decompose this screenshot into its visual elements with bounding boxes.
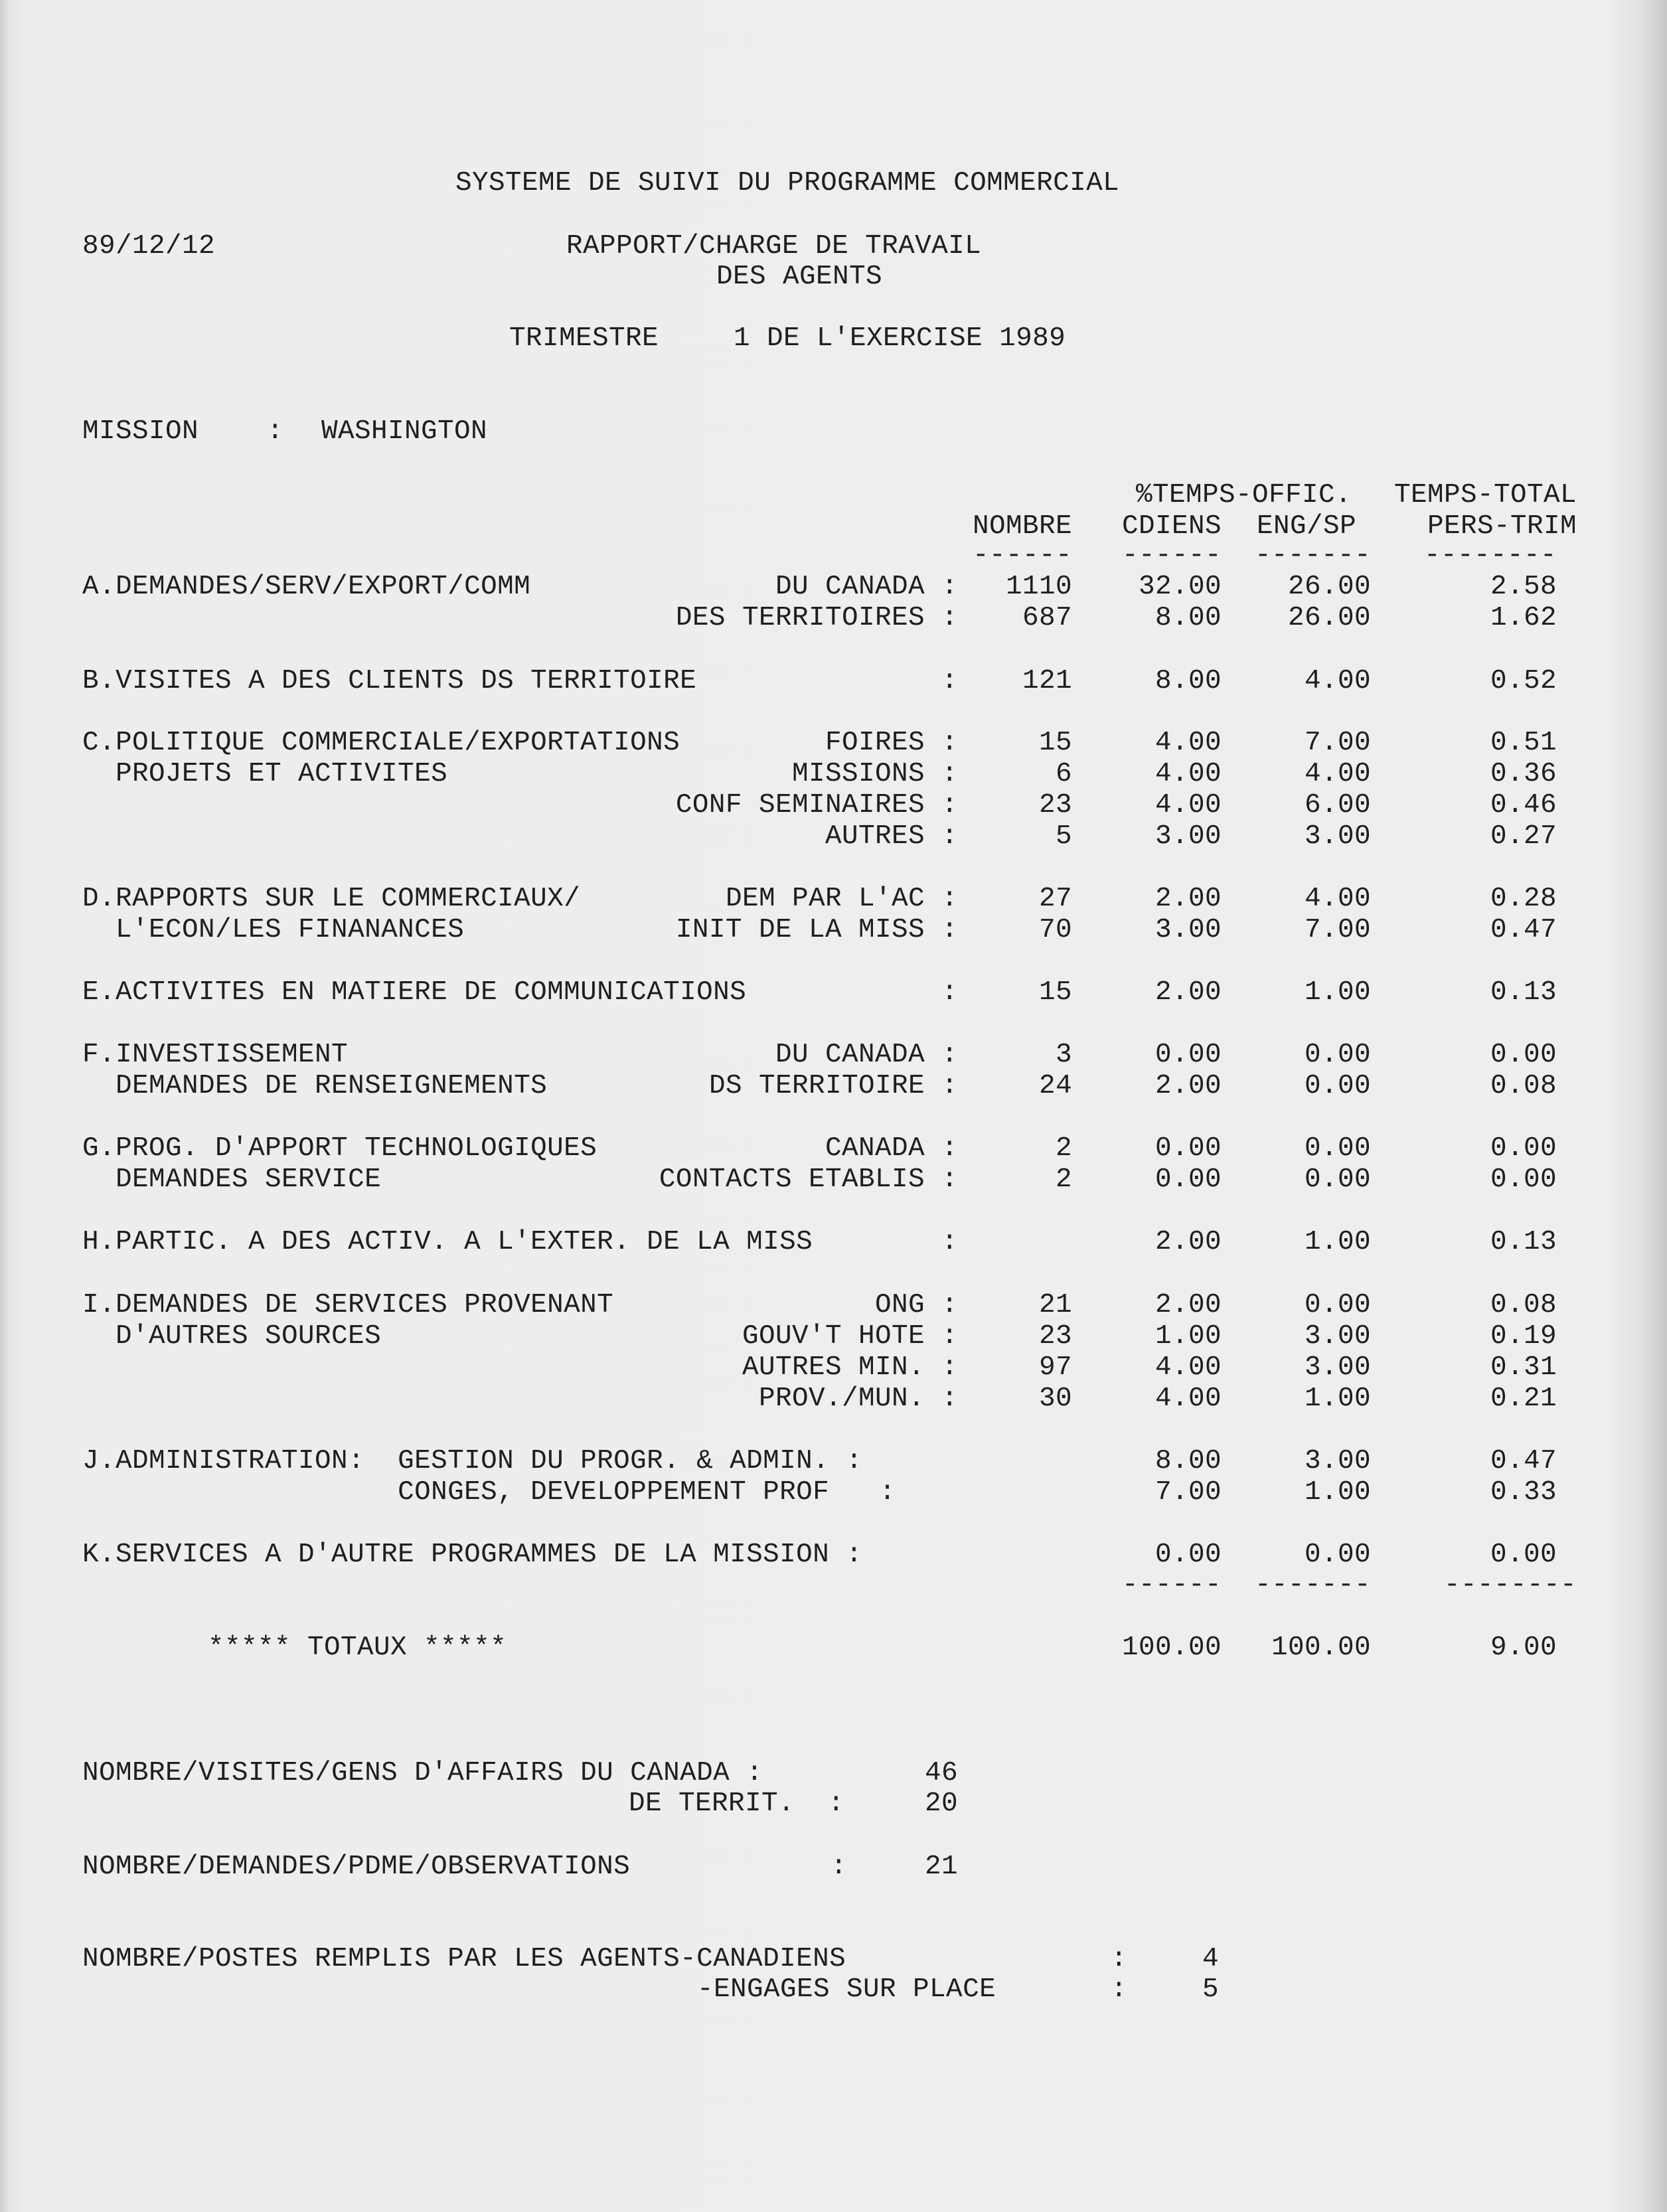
row-label: C.POLITIQUE COMMERCIALE/EXPORTATIONS bbox=[82, 728, 680, 758]
row-engsp: 7.00 bbox=[1304, 728, 1371, 758]
row-label: D.RAPPORTS SUR LE COMMERCIAUX/ bbox=[82, 884, 581, 914]
row-engsp: 0.00 bbox=[1304, 1540, 1371, 1570]
row-nombre: 2 bbox=[1055, 1164, 1072, 1195]
row-pers-trim: 0.08 bbox=[1490, 1071, 1557, 1101]
row-engsp: 3.00 bbox=[1304, 1321, 1371, 1352]
row-label: DEMANDES DE RENSEIGNEMENTS bbox=[82, 1071, 548, 1101]
row-cdiens: 2.00 bbox=[1154, 1290, 1222, 1320]
row-pers-trim: 0.08 bbox=[1490, 1290, 1557, 1320]
row-sublabel: DU CANADA : bbox=[775, 572, 958, 602]
row-nombre: 2 bbox=[1055, 1133, 1072, 1164]
row-engsp: 0.00 bbox=[1304, 1164, 1371, 1195]
row-label: K.SERVICES A D'AUTRE PROGRAMMES DE LA MISSION : bbox=[82, 1540, 863, 1570]
row-pers-trim: 2.58 bbox=[1490, 572, 1557, 602]
row-pers-trim: 0.36 bbox=[1490, 759, 1557, 789]
row-cdiens: 0.00 bbox=[1154, 1040, 1222, 1070]
row-pers-trim: 0.21 bbox=[1490, 1383, 1557, 1414]
totals-cdiens-underline: ------ bbox=[1121, 1570, 1222, 1601]
row-cdiens: 3.00 bbox=[1154, 821, 1222, 852]
row-nombre: 23 bbox=[1038, 790, 1072, 821]
row-sublabel: DES TERRITOIRES : bbox=[675, 603, 958, 633]
row-engsp: 4.00 bbox=[1304, 884, 1371, 914]
row-label: E.ACTIVITES EN MATIERE DE COMMUNICATIONS bbox=[82, 977, 747, 1008]
row-cdiens: 4.00 bbox=[1154, 728, 1222, 758]
row-cdiens: 4.00 bbox=[1154, 790, 1222, 821]
row-engsp: 0.00 bbox=[1304, 1040, 1371, 1070]
row-sublabel: : bbox=[941, 666, 958, 696]
report-subtitle: DES AGENTS bbox=[716, 262, 883, 292]
row-pers-trim: 0.27 bbox=[1490, 821, 1557, 852]
col-nombre-underline: ------ bbox=[972, 540, 1072, 571]
visites-label: NOMBRE/VISITES/GENS D'AFFAIRS DU CANADA : bbox=[82, 1758, 763, 1788]
row-nombre: 97 bbox=[1038, 1352, 1072, 1383]
row-nombre: 5 bbox=[1055, 821, 1072, 852]
engages-label: -ENGAGES SUR PLACE bbox=[697, 1974, 996, 2005]
row-sublabel: AUTRES MIN. : bbox=[742, 1352, 958, 1383]
col-pers-trim: PERS-TRIM bbox=[1427, 511, 1577, 542]
row-cdiens: 3.00 bbox=[1154, 915, 1222, 945]
col-nombre: NOMBRE bbox=[972, 511, 1072, 542]
row-pers-trim: 0.00 bbox=[1490, 1540, 1557, 1570]
row-sublabel: CANADA : bbox=[825, 1133, 958, 1164]
row-sublabel: CONTACTS ETABLIS : bbox=[659, 1164, 958, 1195]
row-pers-trim: 0.33 bbox=[1490, 1477, 1557, 1508]
col-engsp: ENG/SP bbox=[1256, 511, 1356, 542]
row-cdiens: 0.00 bbox=[1154, 1164, 1222, 1195]
row-cdiens: 0.00 bbox=[1154, 1133, 1222, 1164]
row-label: DEMANDES SERVICE bbox=[82, 1164, 382, 1195]
postes-value: 4 bbox=[1202, 1944, 1219, 1974]
row-cdiens: 2.00 bbox=[1154, 1227, 1222, 1257]
row-pers-trim: 0.19 bbox=[1490, 1321, 1557, 1352]
row-pers-trim: 0.52 bbox=[1490, 666, 1557, 696]
row-engsp: 3.00 bbox=[1304, 1352, 1371, 1383]
row-sublabel: MISSIONS : bbox=[791, 759, 958, 789]
row-engsp: 7.00 bbox=[1304, 915, 1371, 945]
row-pers-trim: 0.28 bbox=[1490, 884, 1557, 914]
row-label: PROJETS ET ACTIVITES bbox=[82, 759, 448, 789]
row-sublabel: FOIRES : bbox=[825, 728, 958, 758]
row-label: CONGES, DEVELOPPEMENT PROF : bbox=[82, 1477, 896, 1508]
row-sublabel: PROV./MUN. : bbox=[758, 1383, 958, 1414]
row-sublabel: DS TERRITOIRE : bbox=[708, 1071, 958, 1101]
row-pers-trim: 0.00 bbox=[1490, 1040, 1557, 1070]
row-pers-trim: 0.00 bbox=[1490, 1164, 1557, 1195]
row-engsp: 1.00 bbox=[1304, 977, 1371, 1008]
row-sublabel: GOUV'T HOTE : bbox=[742, 1321, 958, 1352]
row-nombre: 687 bbox=[1022, 603, 1072, 633]
row-label: A.DEMANDES/SERV/EXPORT/COMM bbox=[82, 572, 531, 602]
row-engsp: 0.00 bbox=[1304, 1290, 1371, 1320]
row-engsp: 26.00 bbox=[1287, 603, 1371, 633]
report-title: RAPPORT/CHARGE DE TRAVAIL bbox=[566, 231, 982, 262]
row-engsp: 4.00 bbox=[1304, 759, 1371, 789]
row-label: F.INVESTISSEMENT bbox=[82, 1040, 349, 1070]
totals-engsp-underline: ------- bbox=[1254, 1570, 1371, 1601]
row-nombre: 30 bbox=[1038, 1383, 1072, 1414]
row-nombre: 23 bbox=[1038, 1321, 1072, 1352]
row-pers-trim: 0.47 bbox=[1490, 1446, 1557, 1476]
row-cdiens: 8.00 bbox=[1154, 666, 1222, 696]
territ-label: DE TERRIT. : bbox=[628, 1788, 844, 1819]
row-label: H.PARTIC. A DES ACTIV. A L'EXTER. DE LA MISS bbox=[82, 1227, 813, 1257]
row-label: B.VISITES A DES CLIENTS DS TERRITOIRE bbox=[82, 666, 697, 696]
row-pers-trim: 0.31 bbox=[1490, 1352, 1557, 1383]
demandes-separator: : bbox=[831, 1852, 848, 1882]
row-cdiens: 4.00 bbox=[1154, 759, 1222, 789]
row-nombre: 15 bbox=[1038, 728, 1072, 758]
totals-pers-underline: -------- bbox=[1443, 1570, 1577, 1601]
totals-pers-trim: 9.00 bbox=[1490, 1632, 1557, 1663]
row-nombre: 15 bbox=[1038, 977, 1072, 1008]
col-engsp-underline: ------- bbox=[1254, 540, 1371, 571]
row-label: L'ECON/LES FINANANCES bbox=[82, 915, 465, 945]
mission-separator: : bbox=[267, 416, 284, 447]
engages-separator: : bbox=[1111, 1974, 1128, 2005]
totals-engsp: 100.00 bbox=[1271, 1632, 1371, 1663]
row-cdiens: 8.00 bbox=[1154, 603, 1222, 633]
row-label: D'AUTRES SOURCES bbox=[82, 1321, 382, 1352]
row-label: G.PROG. D'APPORT TECHNOLOGIQUES bbox=[82, 1133, 597, 1164]
row-cdiens: 4.00 bbox=[1154, 1352, 1222, 1383]
row-cdiens: 1.00 bbox=[1154, 1321, 1222, 1352]
col-cdiens: CDIENS bbox=[1121, 511, 1222, 542]
visites-territ-value: 20 bbox=[924, 1788, 958, 1819]
row-engsp: 6.00 bbox=[1304, 790, 1371, 821]
row-pers-trim: 0.13 bbox=[1490, 977, 1557, 1008]
quarter-value: 1 DE L'EXERCISE 1989 bbox=[734, 323, 1066, 354]
row-nombre: 21 bbox=[1038, 1290, 1072, 1320]
row-cdiens: 4.00 bbox=[1154, 1383, 1222, 1414]
row-engsp: 26.00 bbox=[1287, 572, 1371, 602]
col-cdiens-underline: ------ bbox=[1121, 540, 1222, 571]
col-pers-underline: -------- bbox=[1423, 540, 1557, 571]
row-pers-trim: 0.51 bbox=[1490, 728, 1557, 758]
row-sublabel: INIT DE LA MISS : bbox=[675, 915, 958, 945]
row-engsp: 0.00 bbox=[1304, 1071, 1371, 1101]
row-cdiens: 2.00 bbox=[1154, 1071, 1222, 1101]
demandes-value: 21 bbox=[924, 1852, 958, 1882]
row-cdiens: 0.00 bbox=[1154, 1540, 1222, 1570]
row-pers-trim: 0.47 bbox=[1490, 915, 1557, 945]
demandes-label: NOMBRE/DEMANDES/PDME/OBSERVATIONS bbox=[82, 1852, 631, 1882]
col-temps-total: TEMPS-TOTAL bbox=[1393, 480, 1577, 511]
row-nombre: 121 bbox=[1022, 666, 1072, 696]
row-label: J.ADMINISTRATION: GESTION DU PROGR. & ADMIN. : bbox=[82, 1446, 863, 1476]
row-sublabel: DEM PAR L'AC : bbox=[725, 884, 958, 914]
row-nombre: 27 bbox=[1038, 884, 1072, 914]
row-pers-trim: 1.62 bbox=[1490, 603, 1557, 633]
row-nombre: 3 bbox=[1055, 1040, 1072, 1070]
row-label: I.DEMANDES DE SERVICES PROVENANT bbox=[82, 1290, 614, 1320]
report-date: 89/12/12 bbox=[82, 231, 216, 262]
row-cdiens: 32.00 bbox=[1138, 572, 1222, 602]
row-cdiens: 2.00 bbox=[1154, 977, 1222, 1008]
row-nombre: 70 bbox=[1038, 915, 1072, 945]
col-temps-offic: %TEMPS-OFFIC. bbox=[1135, 480, 1352, 511]
row-sublabel: AUTRES : bbox=[825, 821, 958, 852]
system-title: SYSTEME DE SUIVI DU PROGRAMME COMMERCIAL bbox=[455, 168, 1120, 198]
engages-value: 5 bbox=[1202, 1974, 1219, 2005]
row-engsp: 3.00 bbox=[1304, 821, 1371, 852]
row-engsp: 4.00 bbox=[1304, 666, 1371, 696]
row-engsp: 1.00 bbox=[1304, 1383, 1371, 1414]
mission-value: WASHINGTON bbox=[321, 416, 488, 447]
row-sublabel: : bbox=[941, 1227, 958, 1257]
row-cdiens: 8.00 bbox=[1154, 1446, 1222, 1476]
row-cdiens: 7.00 bbox=[1154, 1477, 1222, 1508]
quarter-label: TRIMESTRE bbox=[509, 323, 659, 354]
row-sublabel: : bbox=[941, 977, 958, 1008]
mission-label: MISSION bbox=[82, 416, 199, 447]
row-nombre: 24 bbox=[1038, 1071, 1072, 1101]
row-engsp: 1.00 bbox=[1304, 1477, 1371, 1508]
row-engsp: 0.00 bbox=[1304, 1133, 1371, 1164]
postes-label: NOMBRE/POSTES REMPLIS PAR LES AGENTS-CANADIENS bbox=[82, 1944, 846, 1974]
row-nombre: 6 bbox=[1055, 759, 1072, 789]
row-sublabel: ONG : bbox=[874, 1290, 958, 1320]
row-cdiens: 2.00 bbox=[1154, 884, 1222, 914]
totals-cdiens: 100.00 bbox=[1121, 1632, 1222, 1663]
row-pers-trim: 0.00 bbox=[1490, 1133, 1557, 1164]
row-sublabel: DU CANADA : bbox=[775, 1040, 958, 1070]
row-pers-trim: 0.13 bbox=[1490, 1227, 1557, 1257]
row-nombre: 1110 bbox=[1005, 572, 1072, 602]
totals-label: ***** TOTAUX ***** bbox=[208, 1632, 507, 1663]
row-sublabel: CONF SEMINAIRES : bbox=[675, 790, 958, 821]
row-engsp: 3.00 bbox=[1304, 1446, 1371, 1476]
row-engsp: 1.00 bbox=[1304, 1227, 1371, 1257]
postes-separator: : bbox=[1111, 1944, 1128, 1974]
row-pers-trim: 0.46 bbox=[1490, 790, 1557, 821]
visites-canada-value: 46 bbox=[924, 1758, 958, 1788]
